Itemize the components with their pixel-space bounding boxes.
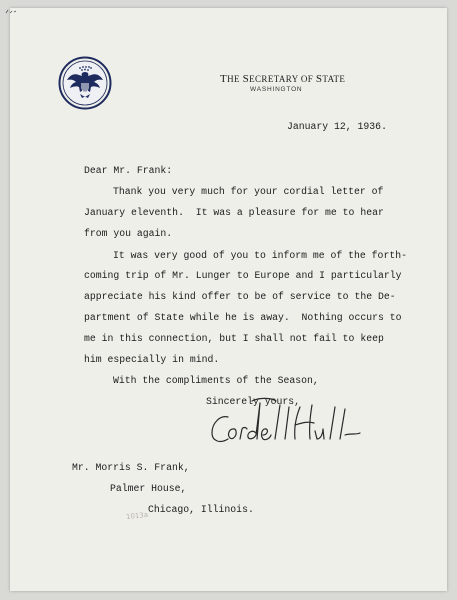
salutation: Dear Mr. Frank: (84, 165, 173, 176)
signature (200, 395, 380, 455)
paragraph2-line: coming trip of Mr. Lunger to Europe and I particularly (84, 270, 402, 281)
signoff-line: Sincerely yours, (206, 396, 301, 407)
letterhead-city: WASHINGTON (250, 86, 303, 93)
letter-date: January 12, 1936. (287, 121, 387, 132)
paragraph1-line: Thank you very much for your cordial letter of (113, 186, 384, 197)
paragraph1-line: January eleventh. It was a pleasure for me to hear (84, 207, 384, 218)
paragraph1-line: from you again. (84, 228, 173, 239)
closing-line: With the compliments of the Season, (113, 375, 319, 386)
recipient-hotel: Palmer House, (110, 483, 187, 494)
paragraph2-line: appreciate his kind offer to be of service to the De- (84, 291, 396, 302)
recipient-name: Mr. Morris S. Frank, (72, 462, 190, 473)
letterhead-title: THE SECRETARY OF STATE (220, 73, 346, 85)
pencil-annotation: 1013a (125, 510, 149, 522)
paragraph2-line: me in this connection, but I shall not fail to keep (84, 333, 384, 344)
paragraph2-line: It was very good of you to inform me of the forth- (113, 250, 407, 261)
recipient-city: Chicago, Illinois. (148, 504, 254, 515)
paragraph2-line: him especially in mind. (84, 354, 220, 365)
paragraph2-line: partment of State while he is away. Nothing occurs to (84, 312, 402, 323)
corner-mark-icon (5, 9, 19, 15)
state-department-seal-icon (58, 56, 112, 110)
